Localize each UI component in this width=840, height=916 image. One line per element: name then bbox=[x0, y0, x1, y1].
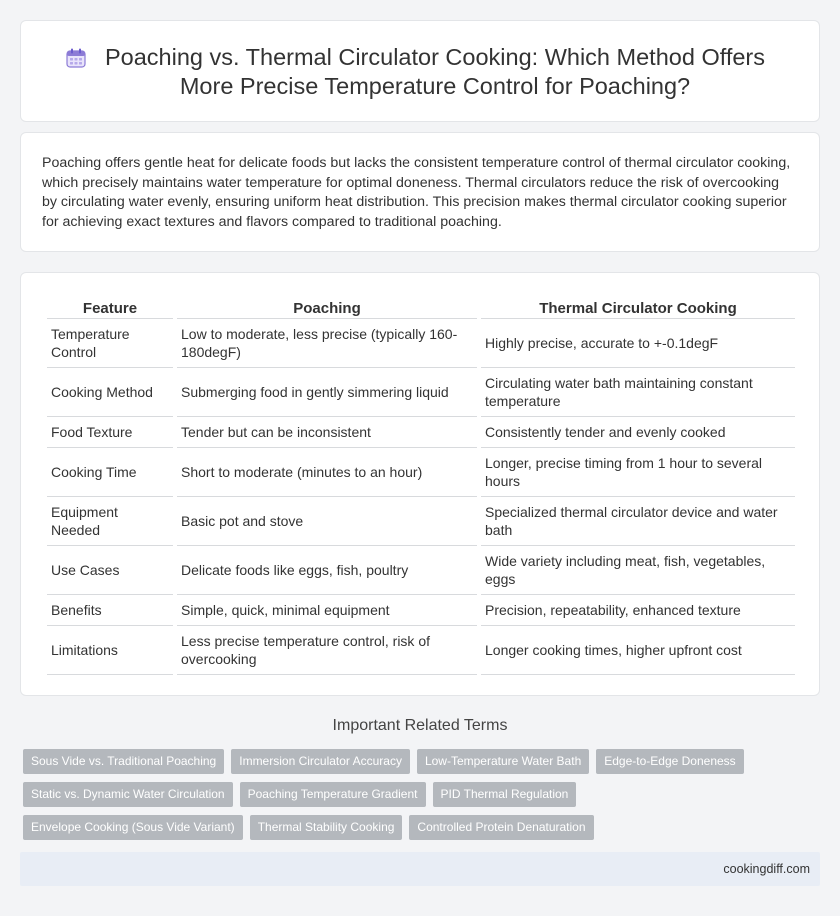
table-cell: Precision, repeatability, enhanced texture bbox=[481, 595, 795, 626]
table-cell: Longer cooking times, higher upfront cost bbox=[481, 626, 795, 675]
related-term-tag[interactable]: Controlled Protein Denaturation bbox=[409, 815, 593, 840]
related-term-tag[interactable]: PID Thermal Regulation bbox=[433, 782, 577, 807]
related-term-tag[interactable]: Envelope Cooking (Sous Vide Variant) bbox=[23, 815, 243, 840]
related-term-tag[interactable]: Poaching Temperature Gradient bbox=[240, 782, 426, 807]
table-row bbox=[47, 626, 795, 675]
related-term-tag[interactable]: Thermal Stability Cooking bbox=[250, 815, 403, 840]
table-cell: Longer, precise timing from 1 hour to several hours bbox=[481, 448, 795, 497]
table-row bbox=[47, 546, 795, 595]
table-cell: Specialized thermal circulator device and water bath bbox=[481, 497, 795, 546]
table-cell: Food Texture bbox=[47, 417, 173, 448]
table-header-row bbox=[47, 295, 795, 319]
footer bbox=[20, 852, 820, 886]
table-cell: Delicate foods like eggs, fish, poultry bbox=[177, 546, 477, 595]
comparison-table bbox=[43, 295, 799, 675]
table-cell: Cooking Time bbox=[47, 448, 173, 497]
table-cell: Basic pot and stove bbox=[177, 497, 477, 546]
table-row bbox=[47, 595, 795, 626]
table-cell: Use Cases bbox=[47, 546, 173, 595]
table-row bbox=[47, 448, 795, 497]
header-thermal-circulator: Thermal Circulator Cooking bbox=[481, 295, 795, 319]
title-card bbox=[20, 20, 820, 122]
related-term-tag[interactable]: Sous Vide vs. Traditional Poaching bbox=[23, 749, 224, 774]
summary-text: Poaching offers gentle heat for delicate foods but lacks the consistent temperature control of thermal circulator cooking, which precisely maintains water temperature for optimal doneness. Thermal circulators reduce the risk of overcooking by circulating water evenly, ensuring uniform heat distribution. This precision makes thermal circulator cooking superior for achieving exact textures and flavors compared to traditional poaching. bbox=[42, 155, 791, 230]
table-row bbox=[47, 368, 795, 417]
table-cell: Less precise temperature control, risk of overcooking bbox=[177, 626, 477, 675]
table-cell: Short to moderate (minutes to an hour) bbox=[177, 448, 477, 497]
table-cell: Temperature Control bbox=[47, 319, 173, 368]
summary-card bbox=[20, 132, 820, 252]
table-cell: Limitations bbox=[47, 626, 173, 675]
table-cell: Low to moderate, less precise (typically 160-180degF) bbox=[177, 319, 477, 368]
related-term-tag[interactable]: Low-Temperature Water Bath bbox=[417, 749, 589, 774]
table-cell: Cooking Method bbox=[47, 368, 173, 417]
table-cell: Submerging food in gently simmering liquid bbox=[177, 368, 477, 417]
table-row bbox=[47, 417, 795, 448]
table-cell: Equipment Needed bbox=[47, 497, 173, 546]
related-term-tag[interactable]: Static vs. Dynamic Water Circulation bbox=[23, 782, 233, 807]
footer-site-link[interactable]: cookingdiff.com bbox=[723, 862, 810, 876]
table-cell: Highly precise, accurate to +-0.1degF bbox=[481, 319, 795, 368]
related-term-tag[interactable]: Edge-to-Edge Doneness bbox=[596, 749, 743, 774]
comparison-card bbox=[20, 272, 820, 696]
related-term-tag[interactable]: Immersion Circulator Accuracy bbox=[231, 749, 410, 774]
table-row bbox=[47, 319, 795, 368]
related-terms-title: Important Related Terms bbox=[332, 717, 508, 734]
related-terms-list bbox=[23, 749, 803, 840]
table-cell: Circulating water bath maintaining constant temperature bbox=[481, 368, 795, 417]
table-cell: Simple, quick, minimal equipment bbox=[177, 595, 477, 626]
table-cell: Benefits bbox=[47, 595, 173, 626]
page-title: Poaching vs. Thermal Circulator Cooking: Which Method Offers More Precise Temperature Control for Poaching? bbox=[104, 44, 766, 99]
table-row bbox=[47, 497, 795, 546]
table-cell: Consistently tender and evenly cooked bbox=[481, 417, 795, 448]
header-feature: Feature bbox=[47, 295, 173, 319]
table-cell: Wide variety including meat, fish, vegetables, eggs bbox=[481, 546, 795, 595]
table-cell: Tender but can be inconsistent bbox=[177, 417, 477, 448]
header-poaching: Poaching bbox=[177, 295, 477, 319]
